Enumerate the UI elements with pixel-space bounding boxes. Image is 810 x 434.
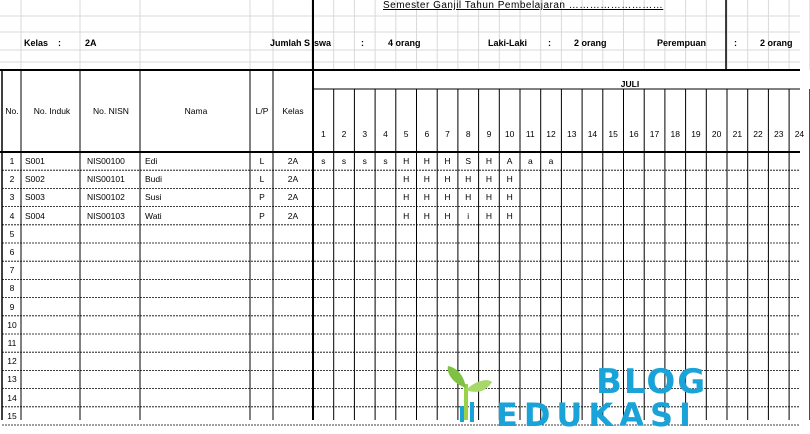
laki-laki-label: Laki-Laki — [488, 38, 528, 48]
perempuan-colon: : — [734, 38, 737, 48]
row-number: 10 — [7, 319, 17, 330]
row-number: 9 — [9, 301, 15, 312]
row-number: 4 — [9, 210, 15, 221]
attendance-mark: H — [444, 156, 451, 166]
row-number: 11 — [7, 338, 17, 348]
student-class: 2A — [287, 192, 299, 203]
blog-logo — [436, 362, 736, 434]
row-number: 14 — [7, 392, 17, 403]
attendance-mark: s — [321, 156, 326, 166]
day-header: 10 — [504, 129, 515, 139]
row-number: 2 — [9, 174, 15, 185]
attendance-mark: a — [548, 156, 554, 166]
student-name: Edi — [145, 156, 158, 166]
student-induk: S001 — [25, 156, 45, 166]
day-header: 9 — [486, 129, 492, 139]
perempuan-label: Perempuan — [657, 38, 707, 48]
col-no: No. — [5, 106, 19, 116]
attendance-mark: H — [485, 174, 492, 185]
watermark-line2: EDUKASI — [496, 396, 697, 434]
attendance-mark: H — [423, 210, 430, 221]
attendance-mark: H — [423, 174, 430, 185]
row-number: 12 — [7, 356, 17, 367]
day-header: 12 — [546, 129, 556, 139]
attendance-mark: H — [403, 156, 410, 166]
attendance-mark: i — [467, 210, 470, 221]
sprout-icon — [436, 362, 496, 422]
attendance-mark: H — [444, 210, 451, 221]
day-header: 18 — [670, 129, 680, 139]
attendance-mark: s — [362, 156, 367, 166]
jumlah-colon: : — [361, 38, 364, 48]
attendance-mark: H — [444, 174, 451, 185]
laki-laki-value: 2 orang — [574, 38, 607, 48]
student-class: 2A — [287, 174, 299, 185]
student-gender: P — [259, 210, 265, 221]
attendance-mark: a — [527, 156, 533, 166]
student-gender: L — [259, 174, 265, 185]
student-name: Wati — [145, 210, 162, 221]
attendance-mark: H — [506, 174, 513, 185]
day-header: 23 — [774, 129, 784, 139]
attendance-mark: H — [485, 192, 492, 203]
day-header: 8 — [465, 129, 471, 139]
laki-colon: : — [548, 38, 551, 48]
student-nisn: NIS00101 — [87, 174, 125, 185]
student-nisn: NIS00100 — [87, 156, 125, 166]
col-nama: Nama — [184, 106, 208, 116]
col-lp: L/P — [255, 106, 269, 116]
day-header: 6 — [424, 129, 430, 139]
col-induk: No. Induk — [33, 106, 71, 116]
student-induk: S002 — [25, 174, 45, 185]
day-header: 15 — [608, 129, 618, 139]
day-header: 5 — [403, 129, 409, 139]
watermark-line1: BLOG — [596, 362, 708, 402]
student-name: Susi — [145, 192, 162, 203]
day-header: 16 — [629, 129, 639, 139]
attendance-mark: H — [465, 174, 472, 185]
attendance-mark: H — [506, 192, 513, 203]
day-header: 24 — [794, 129, 805, 139]
student-nisn: NIS00102 — [87, 192, 125, 203]
row-number: 7 — [9, 265, 15, 276]
day-header: 17 — [649, 129, 660, 139]
day-header: 7 — [445, 129, 450, 139]
student-gender: P — [259, 192, 265, 203]
student-class: 2A — [287, 156, 299, 166]
attendance-mark: H — [444, 192, 451, 203]
jumlah-siswa-label-tail: swa — [314, 38, 332, 48]
row-number: 3 — [9, 192, 15, 203]
semester-title: Semester Ganjil Tahun Pembelajaran ……………………… — [383, 0, 664, 11]
day-header: 3 — [362, 129, 368, 139]
row-number: 13 — [7, 374, 17, 385]
attendance-mark: A — [506, 156, 513, 166]
row-number: 15 — [7, 410, 17, 421]
attendance-mark: H — [403, 210, 410, 221]
kelas-value: 2A — [85, 38, 97, 48]
jumlah-siswa-value: 4 orang — [388, 38, 421, 48]
attendance-mark: S — [465, 156, 472, 166]
day-header: 11 — [525, 129, 535, 139]
col-kelas: Kelas — [282, 106, 304, 116]
day-header: 13 — [567, 129, 577, 139]
day-header: 20 — [711, 129, 722, 139]
attendance-mark: H — [485, 156, 492, 166]
attendance-mark: H — [423, 156, 430, 166]
jumlah-siswa-label: Jumlah S — [270, 38, 311, 48]
day-header: 14 — [587, 129, 598, 139]
kelas-colon: : — [58, 38, 61, 48]
attendance-mark: s — [341, 156, 347, 166]
student-induk: S004 — [25, 210, 45, 221]
row-number: 5 — [9, 228, 15, 239]
day-header: 19 — [691, 129, 701, 139]
student-induk: S003 — [25, 192, 45, 203]
attendance-mark: H — [403, 174, 410, 185]
row-number: 6 — [9, 247, 15, 257]
attendance-mark: s — [383, 156, 388, 166]
day-header: 2 — [341, 129, 347, 139]
kelas-label: Kelas — [24, 38, 49, 48]
col-nisn: No. NISN — [93, 106, 129, 116]
month-label: JULI — [620, 79, 640, 89]
day-header: 1 — [320, 129, 326, 139]
student-gender: L — [259, 156, 265, 166]
attendance-mark: H — [403, 192, 410, 203]
attendance-mark: H — [465, 192, 472, 203]
student-class: 2A — [287, 210, 299, 221]
attendance-mark: H — [506, 210, 513, 221]
attendance-mark: H — [485, 210, 492, 221]
attendance-mark: H — [423, 192, 430, 203]
day-header: 21 — [732, 129, 743, 139]
day-header: 4 — [383, 129, 388, 139]
perempuan-value: 2 orang — [760, 38, 793, 48]
student-name: Budi — [145, 174, 163, 185]
day-header: 22 — [753, 129, 763, 139]
row-number: 1 — [9, 156, 15, 166]
student-nisn: NIS00103 — [87, 210, 125, 221]
row-number: 8 — [9, 283, 15, 294]
